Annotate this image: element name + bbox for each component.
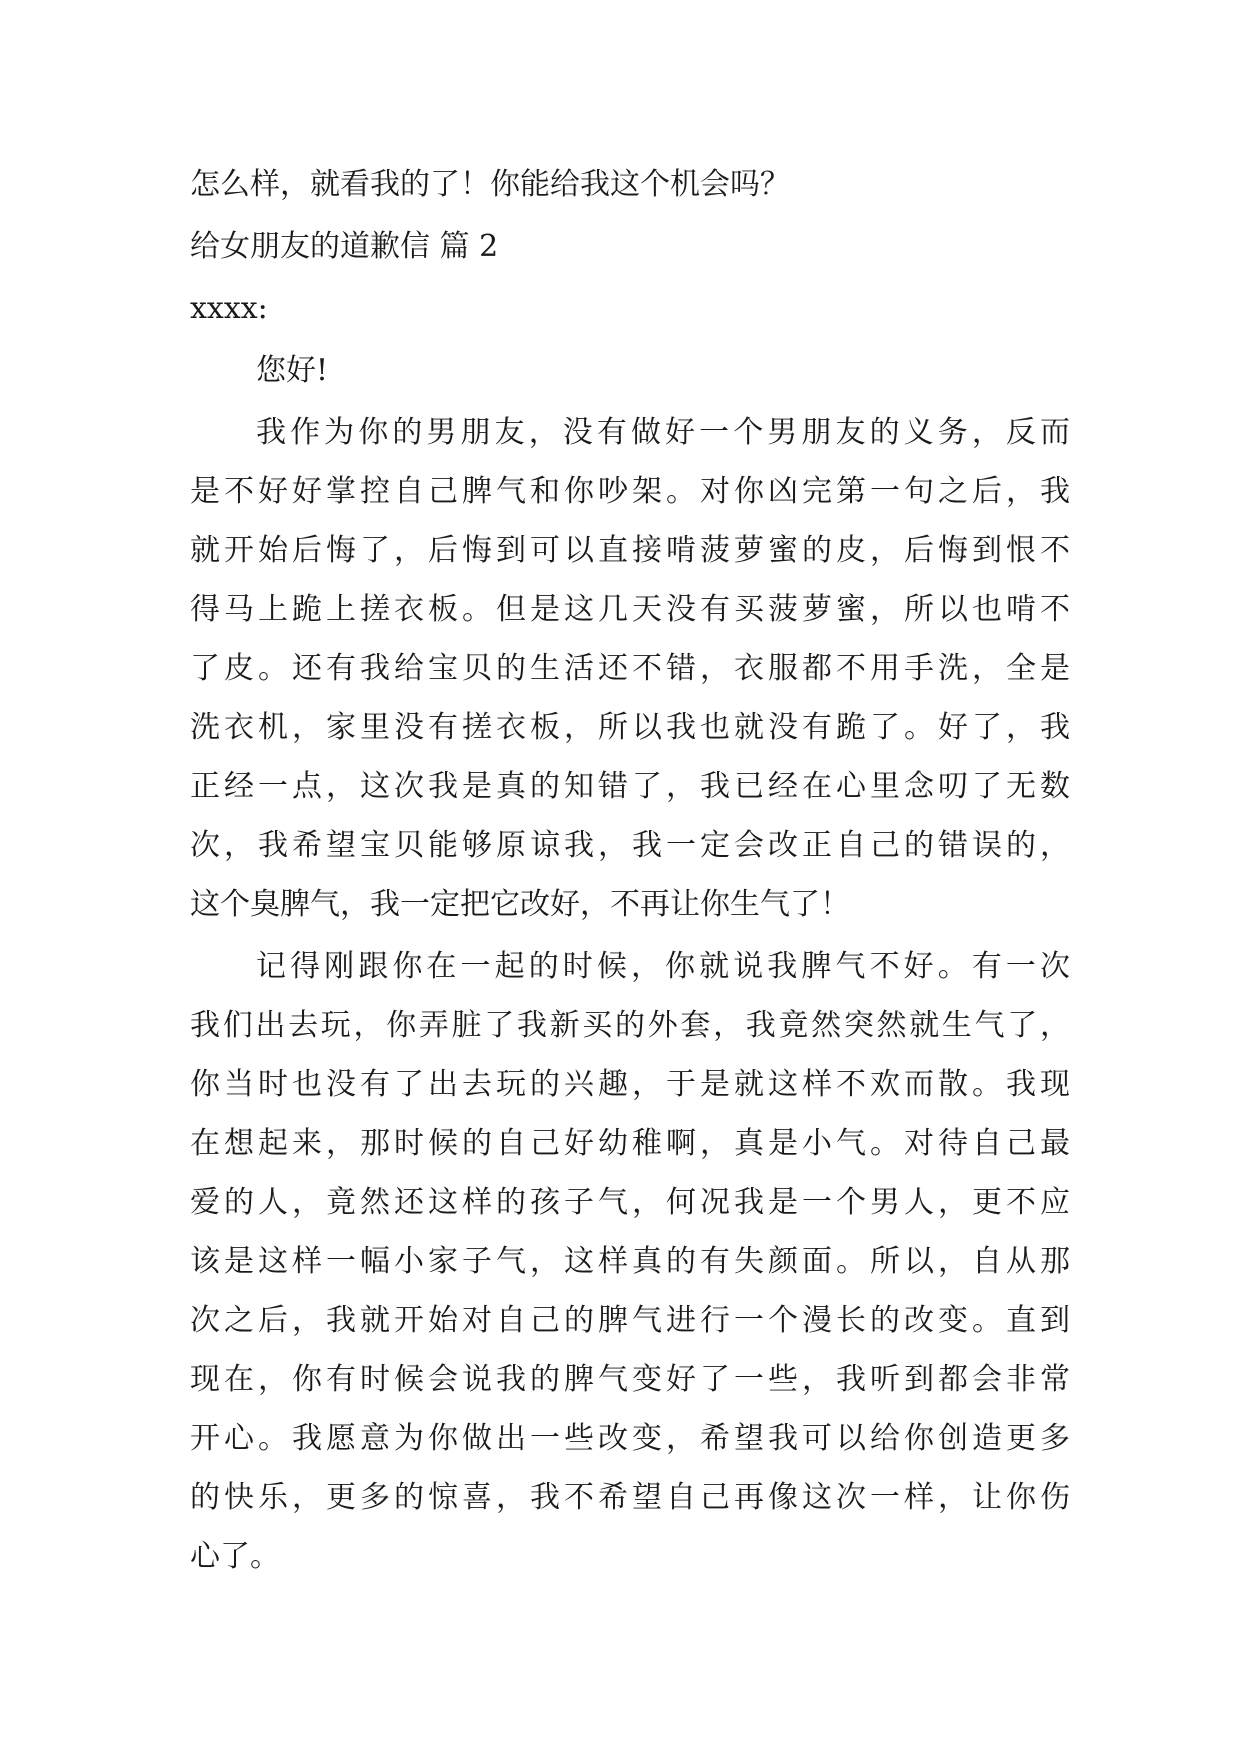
- paragraph-line: 了皮。还有我给宝贝的生活还不错，衣服都不用手洗，全是: [190, 651, 1070, 686]
- paragraph-line: 我们出去玩，你弄脏了我新买的外套，我竟然突然就生气了，: [190, 1008, 1070, 1043]
- greeting: 您好!: [256, 353, 329, 388]
- paragraph-line: 的快乐，更多的惊喜，我不希望自己再像这次一样，让你伤: [190, 1480, 1070, 1515]
- paragraph-line: 我作为你的男朋友，没有做好一个男朋友的义务，反而: [256, 415, 1070, 450]
- paragraph-line: 次之后，我就开始对自己的脾气进行一个漫长的改变。直到: [190, 1303, 1070, 1338]
- paragraph-line: 现在，你有时候会说我的脾气变好了一些，我听到都会非常: [190, 1362, 1070, 1397]
- paragraph-line: 记得刚跟你在一起的时候，你就说我脾气不好。有一次: [256, 949, 1070, 984]
- paragraph-line: 就开始后悔了，后悔到可以直接啃菠萝蜜的皮，后悔到恨不: [190, 533, 1070, 568]
- paragraph-line: 这个臭脾气，我一定把它改好，不再让你生气了！: [190, 887, 850, 922]
- document-body: [190, 155, 1070, 1586]
- paragraph-line: 次，我希望宝贝能够原谅我，我一定会改正自己的错误的，: [190, 828, 1070, 863]
- paragraph-line: 洗衣机，家里没有搓衣板，所以我也就没有跪了。好了，我: [190, 710, 1070, 745]
- paragraph-line: 是不好好掌控自己脾气和你吵架。对你凶完第一句之后，我: [190, 474, 1070, 509]
- continuation-line: 怎么样，就看我的了！你能给我这个机会吗？: [190, 167, 790, 202]
- section-title: 给女朋友的道歉信 篇 2: [190, 229, 499, 264]
- paragraph-line: 你当时也没有了出去玩的兴趣，于是就这样不欢而散。我现: [190, 1067, 1070, 1102]
- paragraph-line: 正经一点，这次我是真的知错了，我已经在心里念叨了无数: [190, 769, 1070, 804]
- paragraph-line: 开心。我愿意为你做出一些改变，希望我可以给你创造更多: [190, 1421, 1070, 1456]
- paragraph-line: 心了。: [190, 1539, 280, 1574]
- paragraph-line: 在想起来，那时候的自己好幼稚啊，真是小气。对待自己最: [190, 1126, 1070, 1161]
- salutation: xxxx:: [190, 291, 268, 326]
- paragraph-line: 爱的人，竟然还这样的孩子气，何况我是一个男人，更不应: [190, 1185, 1070, 1220]
- paragraph-line: 得马上跪上搓衣板。但是这几天没有买菠萝蜜，所以也啃不: [190, 592, 1070, 627]
- paragraph-1: [190, 403, 1070, 934]
- paragraph-2: [190, 937, 1070, 1586]
- paragraph-line: 该是这样一幅小家子气，这样真的有失颜面。所以，自从那: [190, 1244, 1070, 1279]
